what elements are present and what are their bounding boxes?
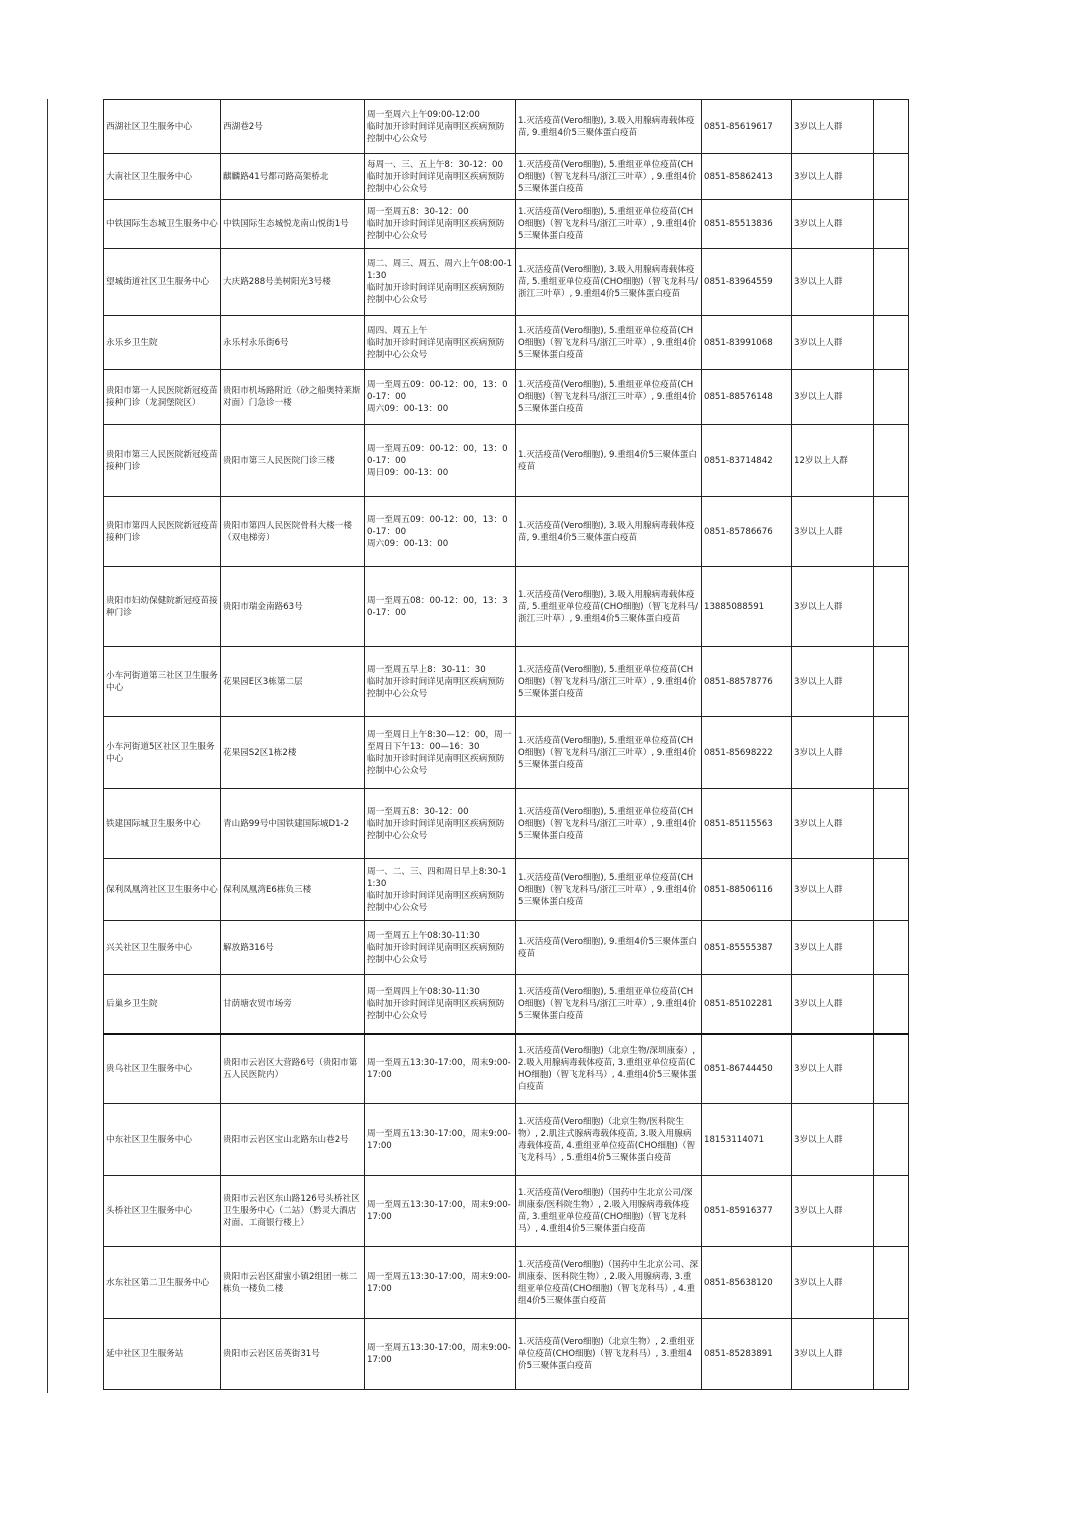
site-name-cell: 水东社区第二卫生服务中心 <box>104 1247 221 1319</box>
hours-cell: 周一至周日上午8:30—12：00，周一至周日下午13：00—16：30 临时加开诊时间详见南明区疾病预防控制中心公众号 <box>365 717 516 789</box>
target-group-cell: 3岁以上人群 <box>792 717 874 789</box>
table-row <box>104 154 909 200</box>
site-name-cell: 贵乌社区卫生服务中心 <box>104 1034 221 1104</box>
site-name-cell: 中铁国际生态城卫生服务中心 <box>104 200 221 249</box>
hours-cell: 周一至周五13:30-17:00，周末9:00-17:00 <box>365 1247 516 1319</box>
hours-cell: 周一至周五08：00-12：00，13：30-17：00 <box>365 567 516 647</box>
phone-cell: 0851-85102281 <box>702 975 792 1034</box>
site-name-cell: 大南社区卫生服务中心 <box>104 154 221 200</box>
target-group-cell: 3岁以上人群 <box>792 859 874 921</box>
site-name-cell: 保利凤凰湾社区卫生服务中心 <box>104 859 221 921</box>
target-group-cell: 3岁以上人群 <box>792 497 874 567</box>
target-group-cell: 3岁以上人群 <box>792 316 874 370</box>
empty-cell <box>874 497 909 567</box>
site-name-cell: 贵阳市第四人民医院新冠疫苗接种门诊 <box>104 497 221 567</box>
address-cell: 贵阳市云岩区大营路6号（贵阳市第五人民医院内） <box>221 1034 365 1104</box>
phone-cell: 0851-85513836 <box>702 200 792 249</box>
site-name-cell: 贵阳市第一人民医院新冠疫苗接种门诊（龙洞堡院区） <box>104 370 221 425</box>
vaccines-cell: 1.灭活疫苗(Vero细胞), 5.重组亚单位疫苗(CHO细胞)（智飞龙科马/浙江三叶草）, 9.重组4价5三聚体蛋白疫苗 <box>516 154 702 200</box>
hours-cell: 周一至周五09：00-12：00，13：00-17：00 周六09：00-13：00 <box>365 370 516 425</box>
hours-cell: 周一至周五13:30-17:00，周末9:00-17:00 <box>365 1034 516 1104</box>
hours-cell: 周一至周五8：30-12：00 临时加开诊时间详见南明区疾病预防控制中心公众号 <box>365 789 516 859</box>
empty-cell <box>874 249 909 316</box>
empty-cell <box>874 1034 909 1104</box>
table-row <box>104 200 909 249</box>
phone-cell: 0851-88578776 <box>702 647 792 717</box>
site-name-cell: 永乐乡卫生院 <box>104 316 221 370</box>
vaccines-cell: 1.灭活疫苗(Vero细胞)（北京生物）, 2.重组亚单位疫苗(CHO细胞)（智飞龙科马）, 3.重组4价5三聚体蛋白疫苗 <box>516 1319 702 1390</box>
vaccines-cell: 1.灭活疫苗(Vero细胞), 3.吸入用腺病毒载体疫苗, 5.重组亚单位疫苗(CHO细胞)（智飞龙科马/浙江三叶草）, 9.重组4价5三聚体蛋白疫苗 <box>516 567 702 647</box>
address-cell: 甘荫塘农贸市场旁 <box>221 975 365 1034</box>
table-row <box>104 859 909 921</box>
phone-cell: 13885088591 <box>702 567 792 647</box>
empty-cell <box>874 1247 909 1319</box>
table-row <box>104 497 909 567</box>
target-group-cell: 3岁以上人群 <box>792 975 874 1034</box>
site-name-cell: 望城街道社区卫生服务中心 <box>104 249 221 316</box>
target-group-cell: 3岁以上人群 <box>792 1176 874 1247</box>
site-name-cell: 兴关社区卫生服务中心 <box>104 921 221 975</box>
target-group-cell: 3岁以上人群 <box>792 567 874 647</box>
phone-cell: 18153114071 <box>702 1104 792 1176</box>
phone-cell: 0851-83964559 <box>702 249 792 316</box>
target-group-cell: 3岁以上人群 <box>792 1104 874 1176</box>
table-row <box>104 100 909 154</box>
address-cell: 贵阳市第四人民医院骨科大楼一楼（双电梯旁） <box>221 497 365 567</box>
address-cell: 保利凤凰湾E6栋负三楼 <box>221 859 365 921</box>
phone-cell: 0851-83991068 <box>702 316 792 370</box>
table-row <box>104 717 909 789</box>
hours-cell: 周一至周五13:30-17:00，周末9:00-17:00 <box>365 1319 516 1390</box>
target-group-cell: 3岁以上人群 <box>792 249 874 316</box>
empty-cell <box>874 717 909 789</box>
address-cell: 大庆路288号美树阳光3号楼 <box>221 249 365 316</box>
address-cell: 贵阳市第三人民医院门诊三楼 <box>221 425 365 497</box>
hours-cell: 周一至周五8：30-12：00 临时加开诊时间详见南明区疾病预防控制中心公众号 <box>365 200 516 249</box>
phone-cell: 0851-88576148 <box>702 370 792 425</box>
address-cell: 西湖巷2号 <box>221 100 365 154</box>
phone-cell: 0851-85555387 <box>702 921 792 975</box>
vaccines-cell: 1.灭活疫苗(Vero细胞), 9.重组4价5三聚体蛋白疫苗 <box>516 425 702 497</box>
vaccines-cell: 1.灭活疫苗(Vero细胞)（国药中生北京公司、深圳康泰、医科院生物）, 2.吸入用腺病毒, 3.重组亚单位疫苗(CHO细胞)（智飞龙科马）, 4.重组4价5三聚体蛋白疫苗 <box>516 1247 702 1319</box>
site-name-cell: 延中社区卫生服务站 <box>104 1319 221 1390</box>
empty-cell <box>874 647 909 717</box>
address-cell: 贵阳市云岩区岳英街31号 <box>221 1319 365 1390</box>
section-divider-line <box>47 1037 48 1393</box>
hours-cell: 周一至周五早上8：30-11：30 临时加开诊时间详见南明区疾病预防控制中心公众号 <box>365 647 516 717</box>
address-cell: 麒麟路41号都司路高架桥北 <box>221 154 365 200</box>
phone-cell: 0851-86744450 <box>702 1034 792 1104</box>
target-group-cell: 3岁以上人群 <box>792 1034 874 1104</box>
hours-cell: 周四、周五上午 临时加开诊时间详见南明区疾病预防控制中心公众号 <box>365 316 516 370</box>
hours-cell: 每周一、三、五上午8：30-12：00 临时加开诊时间详见南明区疾病预防控制中心公众号 <box>365 154 516 200</box>
address-cell: 解放路316号 <box>221 921 365 975</box>
table-row <box>104 1176 909 1247</box>
table-row <box>104 1104 909 1176</box>
table-row <box>104 567 909 647</box>
phone-cell: 0851-85115563 <box>702 789 792 859</box>
table-row <box>104 316 909 370</box>
hours-cell: 周二、周三、周五、周六上午08:00-11:30 临时加开诊时间详见南明区疾病预防控制中心公众号 <box>365 249 516 316</box>
table-body <box>104 100 909 1390</box>
empty-cell <box>874 1104 909 1176</box>
empty-cell <box>874 921 909 975</box>
table-row <box>104 1247 909 1319</box>
empty-cell <box>874 425 909 497</box>
target-group-cell: 3岁以上人群 <box>792 100 874 154</box>
target-group-cell: 12岁以上人群 <box>792 425 874 497</box>
table-row <box>104 1319 909 1390</box>
vaccines-cell: 1.灭活疫苗(Vero细胞), 5.重组亚单位疫苗(CHO细胞)（智飞龙科马/浙江三叶草）, 9.重组4价5三聚体蛋白疫苗 <box>516 859 702 921</box>
target-group-cell: 3岁以上人群 <box>792 370 874 425</box>
phone-cell: 0851-85283891 <box>702 1319 792 1390</box>
address-cell: 贵阳市云岩区宝山北路东山巷2号 <box>221 1104 365 1176</box>
table-row <box>104 425 909 497</box>
address-cell: 贵阳市云岩区甜蜜小镇2组团一栋二栋负一楼负二楼 <box>221 1247 365 1319</box>
table-row <box>104 370 909 425</box>
vaccines-cell: 1.灭活疫苗(Vero细胞)（北京生物/医科院生物）, 2.肌注式腺病毒载体疫苗, 3.吸入用腺病毒载体疫苗, 4.重组亚单位疫苗(CHO细胞)（智飞龙科马）, 5.重组4价5三聚体蛋白疫苗 <box>516 1104 702 1176</box>
phone-cell: 0851-85638120 <box>702 1247 792 1319</box>
empty-cell <box>874 316 909 370</box>
table-row <box>104 921 909 975</box>
address-cell: 贵阳市机场路附近（砂之船奥特莱斯对面）门急诊一楼 <box>221 370 365 425</box>
phone-cell: 0851-85619617 <box>702 100 792 154</box>
empty-cell <box>874 859 909 921</box>
site-name-cell: 铁建国际城卫生服务中心 <box>104 789 221 859</box>
hours-cell: 周一至周五13:30-17:00，周末9:00-17:00 <box>365 1176 516 1247</box>
hours-cell: 周一至周五09：00-12：00，13：00-17：00 周六09：00-13：00 <box>365 497 516 567</box>
vaccines-cell: 1.灭活疫苗(Vero细胞), 5.重组亚单位疫苗(CHO细胞)（智飞龙科马/浙江三叶草）, 9.重组4价5三聚体蛋白疫苗 <box>516 200 702 249</box>
target-group-cell: 3岁以上人群 <box>792 789 874 859</box>
phone-cell: 0851-85862413 <box>702 154 792 200</box>
table-row <box>104 1034 909 1104</box>
address-cell: 贵阳市瑞金南路63号 <box>221 567 365 647</box>
vaccines-cell: 1.灭活疫苗(Vero细胞), 3.吸入用腺病毒载体疫苗, 5.重组亚单位疫苗(CHO细胞)（智飞龙科马/浙江三叶草）, 9.重组4价5三聚体蛋白疫苗 <box>516 249 702 316</box>
table-row <box>104 789 909 859</box>
vaccines-cell: 1.灭活疫苗(Vero细胞), 5.重组亚单位疫苗(CHO细胞)（智飞龙科马/浙江三叶草）, 9.重组4价5三聚体蛋白疫苗 <box>516 370 702 425</box>
empty-cell <box>874 567 909 647</box>
hours-cell: 周一至周五13:30-17:00，周末9:00-17:00 <box>365 1104 516 1176</box>
address-cell: 花果园E区3栋第二层 <box>221 647 365 717</box>
target-group-cell: 3岁以上人群 <box>792 1247 874 1319</box>
vaccines-cell: 1.灭活疫苗(Vero细胞), 9.重组4价5三聚体蛋白疫苗 <box>516 921 702 975</box>
address-cell: 中铁国际生态城悦龙南山悦街1号 <box>221 200 365 249</box>
vaccines-cell: 1.灭活疫苗(Vero细胞), 5.重组亚单位疫苗(CHO细胞)（智飞龙科马/浙江三叶草）, 9.重组4价5三聚体蛋白疫苗 <box>516 316 702 370</box>
phone-cell: 0851-88506116 <box>702 859 792 921</box>
hours-cell: 周一至周五上午08:30-11:30 临时加开诊时间详见南明区疾病预防控制中心公众号 <box>365 921 516 975</box>
hours-cell: 周一、二、三、四和周日早上8:30-11:30 临时加开诊时间详见南明区疾病预防控制中心公众号 <box>365 859 516 921</box>
target-group-cell: 3岁以上人群 <box>792 921 874 975</box>
hours-cell: 周一至周五09：00-12：00，13：00-17：00 周日09：00-13：00 <box>365 425 516 497</box>
empty-cell <box>874 789 909 859</box>
site-name-cell: 贵阳市妇幼保健院新冠疫苗接种门诊 <box>104 567 221 647</box>
site-name-cell: 头桥社区卫生服务中心 <box>104 1176 221 1247</box>
vaccines-cell: 1.灭活疫苗(Vero细胞), 5.重组亚单位疫苗(CHO细胞)（智飞龙科马/浙江三叶草）, 9.重组4价5三聚体蛋白疫苗 <box>516 647 702 717</box>
address-cell: 花果园S2区1栋2楼 <box>221 717 365 789</box>
target-group-cell: 3岁以上人群 <box>792 1319 874 1390</box>
vaccines-cell: 1.灭活疫苗(Vero细胞), 5.重组亚单位疫苗(CHO细胞)（智飞龙科马/浙江三叶草）, 9.重组4价5三聚体蛋白疫苗 <box>516 975 702 1034</box>
section-divider-line <box>47 99 48 1037</box>
phone-cell: 0851-85698222 <box>702 717 792 789</box>
site-name-cell: 贵阳市第三人民医院新冠疫苗接种门诊 <box>104 425 221 497</box>
vaccines-cell: 1.灭活疫苗(Vero细胞), 5.重组亚单位疫苗(CHO细胞)（智飞龙科马/浙江三叶草）, 9.重组4价5三聚体蛋白疫苗 <box>516 789 702 859</box>
vaccines-cell: 1.灭活疫苗(Vero细胞)（北京生物/深圳康泰）, 2.吸入用腺病毒载体疫苗, 3.重组亚单位疫苗(CHO细胞)（智飞龙科马）, 4.重组4价5三聚体蛋白疫苗 <box>516 1034 702 1104</box>
table-row <box>104 975 909 1034</box>
empty-cell <box>874 370 909 425</box>
empty-cell <box>874 1176 909 1247</box>
target-group-cell: 3岁以上人群 <box>792 200 874 249</box>
site-name-cell: 后巢乡卫生院 <box>104 975 221 1034</box>
target-group-cell: 3岁以上人群 <box>792 154 874 200</box>
address-cell: 永乐村永乐街6号 <box>221 316 365 370</box>
site-name-cell: 小车河街道第三社区卫生服务中心 <box>104 647 221 717</box>
site-name-cell: 小车河街道5区社区卫生服务中心 <box>104 717 221 789</box>
site-name-cell: 中东社区卫生服务中心 <box>104 1104 221 1176</box>
empty-cell <box>874 975 909 1034</box>
address-cell: 贵阳市云岩区东山路126号头桥社区卫生服务中心（二站）（黔灵大酒店对面、工商银行楼上） <box>221 1176 365 1247</box>
phone-cell: 0851-83714842 <box>702 425 792 497</box>
site-name-cell: 西湖社区卫生服务中心 <box>104 100 221 154</box>
empty-cell <box>874 200 909 249</box>
vaccination-sites-table <box>103 99 909 1390</box>
hours-cell: 周一至周六上午09:00-12:00 临时加开诊时间详见南明区疾病预防控制中心公众号 <box>365 100 516 154</box>
empty-cell <box>874 154 909 200</box>
phone-cell: 0851-85916377 <box>702 1176 792 1247</box>
target-group-cell: 3岁以上人群 <box>792 647 874 717</box>
empty-cell <box>874 100 909 154</box>
vaccines-cell: 1.灭活疫苗(Vero细胞), 3.吸入用腺病毒载体疫苗, 9.重组4价5三聚体蛋白疫苗 <box>516 100 702 154</box>
vaccines-cell: 1.灭活疫苗(Vero细胞), 3.吸入用腺病毒载体疫苗, 9.重组4价5三聚体蛋白疫苗 <box>516 497 702 567</box>
hours-cell: 周一至周四上午08:30-11:30 临时加开诊时间详见南明区疾病预防控制中心公众号 <box>365 975 516 1034</box>
table-row <box>104 249 909 316</box>
vaccines-cell: 1.灭活疫苗(Vero细胞)（国药中生北京公司/深圳康泰/医科院生物）, 2.吸入用腺病毒载体疫苗, 3.重组亚单位疫苗(CHO细胞)（智飞龙科马）, 4.重组4价5三聚体蛋白疫苗 <box>516 1176 702 1247</box>
empty-cell <box>874 1319 909 1390</box>
phone-cell: 0851-85786676 <box>702 497 792 567</box>
table-row <box>104 647 909 717</box>
vaccines-cell: 1.灭活疫苗(Vero细胞), 5.重组亚单位疫苗(CHO细胞)（智飞龙科马/浙江三叶草）, 9.重组4价5三聚体蛋白疫苗 <box>516 717 702 789</box>
address-cell: 青山路99号中国铁建国际城D1-2 <box>221 789 365 859</box>
